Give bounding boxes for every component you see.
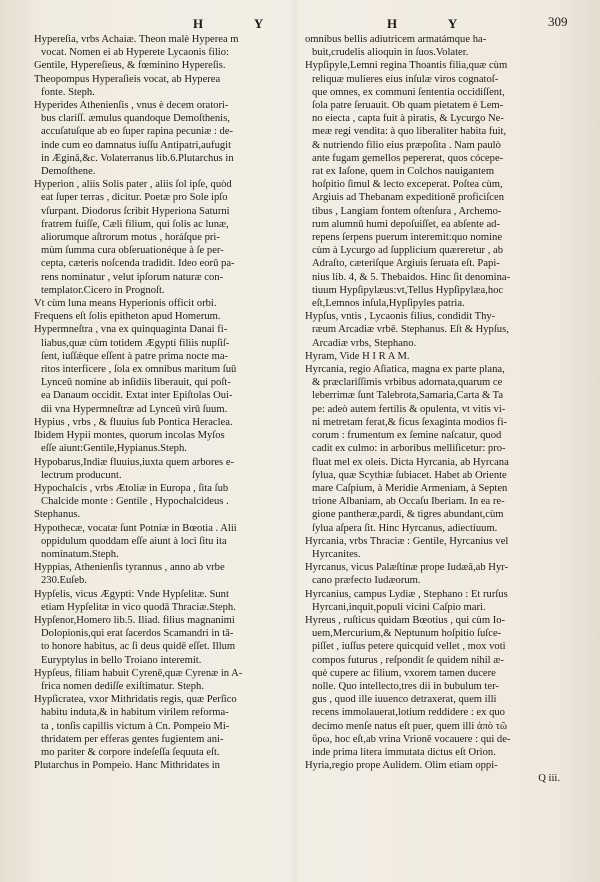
text-line: templator.Cicero in Prognoſt.	[41, 284, 165, 296]
text-line: què cupere ac filium, vxorem tamen ducere	[312, 667, 496, 679]
header-left-letters: H Y	[193, 16, 288, 31]
text-line: Hyrcanites.	[312, 548, 361, 560]
text-line: que omnes, ex communi ſententia occidiſſent,	[312, 86, 505, 98]
text-line: fratrem fuiſſe, Cæli filium, qui ſolis ac lunæ,	[41, 218, 229, 230]
text-line: habitu induta,& in habitum virilem reforma-	[41, 707, 229, 719]
text-line: decimo menſe natus eſt puer, quem illi ἀπὸ τῶ	[312, 720, 507, 732]
text-line: Hyrcanus, vicus Palæſtinæ prope Iudæā,ab Hyr-	[305, 562, 509, 574]
text-line: ſola patre ſeruauit. Ob quam pietatem è Lem-	[312, 100, 504, 112]
text-line: liabus,quæ cùm totidem Ægypti filiis nupſiſ-	[41, 337, 230, 349]
text-line: cadit ex culmo: in arboribus melliſicetur: pro-	[312, 443, 506, 455]
text-line: Hypothecæ, vocatæ ſunt Potniæ in Bœotia . Alii	[34, 522, 237, 534]
text-line: Hypſicratea, vxor Mithridatis regis, quæ Perſico	[34, 694, 237, 706]
text-line: Q iii.	[538, 773, 560, 785]
text-line: ſent, iuſſǽque eſſent à patre prima nocte ma-	[41, 350, 229, 362]
text-line: eat ſuper terras , dicitur. Poetæ pro Sole ipſo	[41, 192, 228, 204]
text-line: no eiecta , capta fuit à piratis, & Lycurgo Ne-	[312, 113, 504, 125]
text-line: mùm ſumma cura obſeruationéque à ſe per-	[41, 245, 224, 257]
text-line: ante fugam gemellos pepererat, quos cócepe-	[312, 152, 504, 164]
text-line: cepta, cæteris noſcenda tradidit. Ideo eorū pa-	[41, 258, 235, 270]
text-line: buit,crudelis alioquin in ſuos.Volater.	[312, 47, 469, 59]
text-line: vſurpant. Diodorus ſcribit Hyperiona Saturni	[41, 205, 230, 217]
text-line: nominatum.Steph.	[41, 548, 119, 560]
text-line: corum : frumentum ex ſemine naſcatur, quod	[312, 430, 502, 442]
text-line: thridatem per efferas gentes fugientem ani-	[41, 733, 224, 745]
text-line: Hyrcania, vrbs Thraciæ : Gentile, Hyrcanius vel	[305, 535, 509, 547]
text-line: accuſatuſque ab eo ſuper rapina pecuniæ : de-	[41, 126, 234, 138]
page-number: 309	[548, 14, 568, 29]
text-line: repens ſerpens puerum interemit:quo nomine	[312, 232, 503, 244]
text-line: & nutriendo filio eius præpoſita . Nam paulò	[312, 139, 501, 151]
text-line: fluat mel ex oleis. Dicta Hyrcania, ab Hyrcana	[312, 456, 509, 468]
text-line: Chalcide monte : Gentile , Hypochalcideus .	[41, 496, 229, 508]
text-line: nolle. Quo intellecto,tres dii in bubulum ter-	[312, 680, 499, 692]
text-line: Hyria,regio prope Aulidem. Olim etiam oppi-	[305, 760, 498, 772]
text-line: Dolopionis,qui erat ſacerdos Scamandri in tā-	[41, 628, 234, 640]
text-line: Hypſelis, vicus Ægypti: Vnde Hypſelitæ. Sunt	[34, 588, 229, 600]
text-line: recens immolauerat,lotium reddidere : ex quo	[312, 707, 505, 719]
text-line: ſylua aſpera ſit. Hinc Hyrcanus, adiectiuum.	[312, 522, 498, 534]
text-line: rens nominatur , velut ipſorum naturæ con-	[41, 271, 224, 283]
text-line: reliquæ mulieres eius inſulæ viros cognatoſ-	[312, 73, 499, 85]
running-header	[0, 10, 600, 32]
text-line: gus , quod ille iuuenco detraxerat, quem illi	[312, 694, 497, 706]
page-gutter-shadow	[290, 0, 300, 882]
text-line: Adraſto, cæteriſque Argiuis ſeruata eſt. Papi-	[312, 258, 500, 270]
text-line: inde prima litera immutata dictus eſt Orion.	[312, 746, 496, 758]
text-line: meæ regi vendita: à quo liberaliter habita fuit,	[312, 126, 507, 138]
text-line: Hypſeus, filiam habuit Cyrenē,quæ Cyrenæ in A-	[34, 667, 243, 679]
right-column	[305, 33, 560, 786]
text-line: Argiuis ad Thebanam expeditionē proficiſcen	[312, 192, 505, 204]
text-line: ὕρω, hoc eſt,ab vrina Vrionē vocauere : qui de-	[312, 733, 511, 745]
text-line: Gentile, Hypereſieus, & fœminino Hypereſis.	[34, 60, 226, 72]
text-line: gione pantheræ,pardi, & tigres abundant,cùm	[312, 509, 504, 521]
text-line: fonte. Steph.	[41, 86, 95, 98]
text-line: tibus , Langiam fontem oſtenſura , Archemo-	[312, 205, 502, 217]
text-line: Theopompus Hyperaſieis vocat, ab Hyperea	[34, 73, 221, 85]
text-line: inde cum eo damnatus iuſſu Antipatri,aufugit	[41, 139, 232, 151]
text-line: trione Albaniam, ab Occaſu Iberiam. In ea re-	[312, 496, 505, 508]
text-line: mare Caſpium, à Meridie Armeniam, à Septen	[312, 482, 508, 494]
text-line: bus clariſſ. æmulus quandoque Demoſthenis,	[41, 113, 230, 125]
text-line: Hypermneſtra , vna ex quinquaginta Danai fi-	[34, 324, 228, 336]
text-line: hoſpitio ſimul & lecto exceperat. Poſtea cùm,	[312, 179, 503, 191]
text-line: omnibus bellis adiutricem armatámque ha-	[305, 34, 487, 45]
text-line: Frequens eſt ſolis epitheton apud Homerum.	[34, 311, 221, 323]
text-line: ea Danaum occidit. Extat inter Epiſtolas Oui-	[41, 390, 233, 402]
text-line: rat ex Iaſone, quem in Colchos nauigantem	[312, 166, 495, 178]
text-line: Hyreus , ruſticus quidam Bœotius , qui cùm Io-	[305, 614, 506, 626]
text-line: ritos interficere , ſola ex omnibus maritum ſuū	[41, 364, 237, 376]
text-line: 230.Euſeb.	[41, 575, 87, 587]
text-line: Hyrcani,inquit,populi vicini Caſpio mari.	[312, 601, 486, 613]
text-line: Ibidem Hypii montes, quorum incolas Myſos	[34, 430, 225, 442]
text-line: pe: adeò autem fertilis & opulenta, vt vitis vi-	[312, 403, 506, 415]
text-line: Hypſus, vntis , Lycaonis filius, condidit Thy-	[305, 311, 496, 323]
text-line: Stephanus.	[34, 509, 81, 521]
left-column	[34, 33, 289, 772]
text-line: Arcadiæ vrbs, Stephano.	[312, 337, 417, 349]
text-line: Hypochalcis , vrbs Ætoliæ in Europa , ſita ſub	[34, 482, 229, 494]
text-line: cùm à Lycurgo ad ſupplicium quæreretur , ab	[312, 245, 504, 257]
text-line: eſt,Lemnos inſula,Hypſipyles patria.	[312, 298, 465, 310]
text-line: lectrum producunt.	[41, 469, 122, 481]
text-line: Lynceū nomine ab inſidiis liberauit, qui poſt-	[41, 377, 231, 389]
text-line: & præclariſſimis vrbibus adornata,quarum ce	[312, 377, 503, 389]
text-line: Hypereſia, vrbs Achaiæ. Theon malè Hyperea m	[34, 34, 239, 45]
text-line: uem,Mercurium,& Neptunum hoſpitio ſuſce-	[312, 628, 502, 640]
text-line: aliorumque aſtrorum motus , horáſque pri-	[41, 232, 220, 244]
text-line: nius lib. 4, & 5. Thebaidos. Hinc ſit denomina-	[312, 271, 511, 283]
text-line: in Æginā,&c. Volaterranus lib.6.Plutarchus in	[41, 152, 234, 164]
text-line: tiuum Hypſipylæus:vt,Tellus Hypſipylæa,hoc	[312, 284, 504, 296]
text-line: Hyperion , aliis Solis pater , aliis ſol ipſe, quòd	[34, 179, 232, 191]
text-line: Vt cùm luna means Hyperionis officit orbi.	[34, 298, 217, 310]
text-line: cano præfecto Iudæorum.	[312, 575, 421, 587]
text-line: Hypſipyle,Lemni regina Thoantis filia,quæ cùm	[305, 60, 508, 72]
text-line: ſylua, quæ Scythiæ ſubiacet. Habet ab Oriente	[312, 469, 507, 481]
text-line: Hyrcania, regio Aſiatica, magna ex parte plana,	[305, 364, 505, 376]
text-line: rum alumnū humi depoſuiſſet, ea abſente ad-	[312, 218, 500, 230]
text-line: Plutarchus in Pompeio. Hanc Mithridates in	[34, 760, 220, 772]
text-line: mo pariter & corpore indeſeſſa ſequuta eſt.	[41, 746, 220, 758]
text-line: ræum Arcadiæ vrbē. Stephanus. Eſt & Hypſus,	[312, 324, 509, 336]
text-line: oppidulum quoddam eſſe aiunt à loci ſitu ita	[41, 535, 227, 547]
text-line: etiam Hypſelitæ in vico quodā Thraciæ.Steph.	[41, 601, 236, 613]
text-line: to honore habitus, ac ſi deus quidē eſſet. Illum	[41, 641, 236, 653]
text-line: Hypius , vrbs , & fluuius ſub Pontica Heraclea.	[34, 416, 233, 428]
text-line: Hypobarus,Indiæ fluuius,iuxta quem arbores e-	[34, 456, 235, 468]
text-line: Euryptylus in bello Troiano interemit.	[41, 654, 202, 666]
text-line: leberrimæ ſunt Talebrota,Samaria,Carta & Ta	[312, 390, 504, 402]
text-line: Hypſenor,Homero lib.5. Iliad. filius magnanimi	[34, 614, 235, 626]
text-line: Hyram, Vide H I R A M.	[305, 350, 410, 362]
text-line: piſſet , iuſſus petere quicquid vellet , mox voti	[312, 641, 506, 653]
text-line: dii vna Hypermneſtræ ad Lynceū virū ſuum.	[41, 403, 228, 415]
text-line: frica nomen dediſſe exiſtimatur. Steph.	[41, 680, 204, 692]
text-line: compos futurus , reſpondit ſe quidem nihil æ-	[312, 654, 504, 666]
text-line: Hyrcanius, campus Lydiæ , Stephano : Et rurſus	[305, 588, 508, 600]
text-line: eſſe aiunt:Gentile,Hypianus.Steph.	[41, 443, 187, 455]
text-line: ni metretam ferat,& ficus ſexaginta modios fi-	[312, 416, 508, 428]
header-right-letters: H Y	[387, 16, 482, 31]
text-line: Hyperides Athenienſis , vnus è decem oratori-	[34, 100, 229, 112]
text-line: Demoſthene.	[41, 166, 96, 178]
text-line: Hyppias, Athenienſis tyrannus , anno ab vrbe	[34, 562, 225, 574]
text-line: ta , tonſis capillis victum à Cn. Pompeio Mi-	[41, 720, 230, 732]
text-line: vocat. Nomen ei ab Hyperete Lycaonis filio:	[41, 47, 229, 59]
